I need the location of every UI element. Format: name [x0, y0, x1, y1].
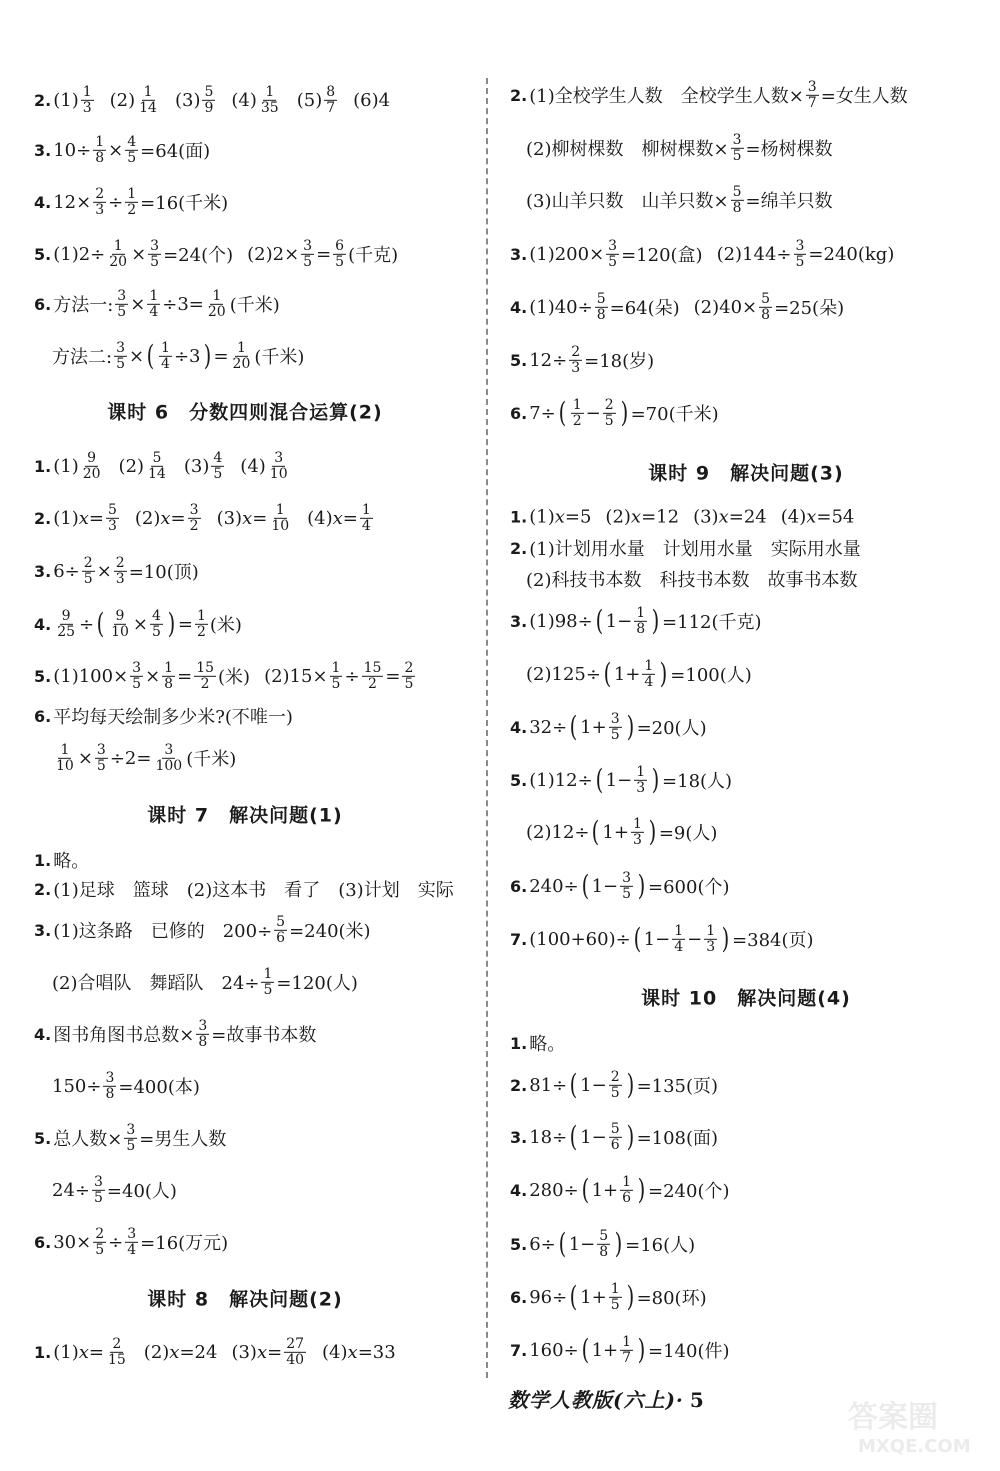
answer-line: 24÷ $\frac{3}{5}$ =40(人)	[52, 1173, 177, 1206]
answer-line: 6. 240÷ ( 1− $\frac{3}{5}$ ) =600(个)	[510, 869, 730, 902]
answer-line: 2. (1)足球 篮球 (2)这本书 看了 (3)计划 实际	[34, 879, 454, 901]
answer-line: 6. 7÷ ( $\frac{1}{2}$ − $\frac{2}{5}$ ) =70(千米)	[510, 396, 719, 429]
answer-line: 6. 平均每天绘制多少米?(不唯一)	[34, 706, 293, 728]
fraction: $\frac{3}{5}$	[150, 237, 160, 270]
fraction: $\frac{1}{10}$	[56, 741, 74, 774]
answer-line: 7. (100+60)÷ ( 1− $\frac{1}{4}$ − $\frac{1}{3}$ ) =384(页)	[510, 922, 814, 955]
fraction: $\frac{15}{2}$	[196, 659, 215, 692]
fraction: $\frac{3}{5}$	[610, 710, 620, 743]
fraction: $\frac{1}{20}$	[232, 339, 251, 372]
fraction: $\frac{1}{8}$	[636, 604, 646, 637]
answer-line: 4. 12× $\frac{2}{3}$ ÷ $\frac{1}{2}$ =16(千米)	[34, 185, 229, 218]
fraction: $\frac{6}{5}$	[335, 237, 345, 270]
answer-line: (3)山羊只数 山羊只数× $\frac{5}{8}$ =绵羊只数	[526, 183, 833, 216]
answer-line: 3. (1)200× $\frac{3}{5}$ =120(盒) (2)144÷ $\frac{3}{5}$ =240(kg)	[510, 237, 895, 270]
fraction: $\frac{3}{5}$	[117, 287, 127, 320]
fraction: $\frac{2}{5}$	[604, 396, 614, 429]
fraction: $\frac{5}{14}$	[148, 449, 166, 482]
answer-line: (2)12÷ ( 1+ $\frac{1}{3}$ ) =9(人)	[526, 815, 718, 848]
fraction: $\frac{5}{8}$	[732, 183, 742, 216]
fraction: $\frac{1}{2}$	[196, 607, 206, 640]
fraction: $\frac{3}{5}$	[303, 237, 313, 270]
answer-line: 4. 32÷ ( 1+ $\frac{3}{5}$ ) =20(人)	[510, 710, 707, 743]
fraction: $\frac{1}{4}$	[361, 501, 371, 534]
page-number: 5	[689, 1388, 705, 1412]
fraction: $\frac{5}{6}$	[610, 1120, 620, 1153]
fraction: $\frac{9}{10}$	[111, 607, 129, 640]
fraction: $\frac{1}{7}$	[622, 1333, 632, 1366]
fraction: $\frac{3}{5}$	[608, 237, 618, 270]
fraction: $\frac{1}{4}$	[674, 922, 684, 955]
answer-line: 2. (1) $\frac{1}{3}$ (2) $\frac{1}{14}$ (3) $\frac{5}{9}$ (4) $\frac{1}{35}$ (5) $\frac{8}{7}$ (6)4	[34, 83, 391, 116]
answer-line: 6. 方法一: $\frac{3}{5}$ × $\frac{1}{4}$ ÷3= $\frac{1}{20}$ (千米)	[34, 287, 280, 320]
answer-line: 1. (1) x =5 (2) x =12 (3) x =24 (4) x =54	[510, 506, 855, 528]
answer-line: (2)125÷ ( 1+ $\frac{1}{4}$ ) =100(人)	[526, 657, 752, 690]
answer-line: 4. (1)40÷ $\frac{5}{8}$ =64(朵) (2)40× $\frac{5}{8}$ =25(朵)	[510, 290, 845, 323]
answer-line: 5. 总人数× $\frac{3}{5}$ =男生人数	[34, 1121, 227, 1154]
fraction: $\frac{3}{5}$	[732, 131, 742, 164]
fraction: $\frac{3}{5}$	[795, 237, 805, 270]
fraction: $\frac{3}{5}$	[622, 869, 632, 902]
fraction: $\frac{1}{35}$	[260, 83, 279, 116]
section-heading: 课时 8 解决问题(2)	[147, 1288, 343, 1311]
fraction: $\frac{3}{10}$	[269, 449, 288, 482]
answer-line: 4. $\frac{9}{25}$ ÷ ( $\frac{9}{10}$ × $\frac{4}{5}$ ) = $\frac{1}{2}$ (米)	[34, 607, 242, 640]
fraction: $\frac{5}{8}$	[599, 1227, 609, 1260]
fraction: $\frac{1}{4}$	[149, 287, 159, 320]
fraction: $\frac{5}{9}$	[204, 83, 214, 116]
fraction: $\frac{2}{5}$	[610, 1068, 620, 1101]
fraction: $\frac{1}{20}$	[207, 287, 226, 320]
answer-line: $\frac{1}{10}$ × $\frac{3}{5}$ ÷2= $\frac{3}{100}$ (千米)	[56, 741, 237, 774]
answer-line: (2)科技书本数 科技书本数 故事书本数	[526, 570, 858, 591]
answer-line: 3. (1)98÷ ( 1− $\frac{1}{8}$ ) =112(千克)	[510, 604, 762, 637]
fraction: $\frac{3}{8}$	[198, 1017, 208, 1050]
fraction: $\frac{4}{5}$	[213, 449, 223, 482]
answer-line: 3. 18÷ ( 1− $\frac{5}{6}$ ) =108(面)	[510, 1120, 719, 1153]
fraction: $\frac{2}{3}$	[115, 554, 125, 587]
fraction: $\frac{3}{7}$	[807, 78, 817, 111]
answer-line: 5. (1)12÷ ( 1− $\frac{1}{3}$ ) =18(人)	[510, 763, 733, 796]
answer-line: (2)柳树棵数 柳树棵数× $\frac{3}{5}$ =杨树棵数	[526, 131, 833, 164]
answer-line: 3. 10÷ $\frac{1}{8}$ × $\frac{4}{5}$ =64(面)	[34, 133, 211, 166]
answer-line: 1. (1) x = $\frac{2}{15}$ (2) x =24 (3) x = $\frac{27}{40}$ (4) x =33	[34, 1335, 396, 1368]
answer-line: 方法二: $\frac{3}{5}$ × ( $\frac{1}{4}$ ÷3 ) = $\frac{1}{20}$ (千米)	[52, 339, 305, 372]
fraction: $\frac{1}{3}$	[632, 815, 642, 848]
answer-line: 4. 图书角图书总数× $\frac{3}{8}$ =故事书本数	[34, 1017, 317, 1050]
fraction: $\frac{27}{40}$	[286, 1335, 305, 1368]
fraction: $\frac{1}{8}$	[164, 659, 174, 692]
fraction: $\frac{3}{2}$	[189, 501, 199, 534]
fraction: $\frac{1}{8}$	[95, 133, 105, 166]
answer-line: 2. 81÷ ( 1− $\frac{2}{5}$ ) =135(页)	[510, 1068, 719, 1101]
page-footer	[508, 1384, 705, 1413]
fraction: $\frac{5}{8}$	[761, 290, 771, 323]
fraction: $\frac{5}{3}$	[107, 501, 117, 534]
answer-line: 4. 280÷ ( 1+ $\frac{1}{6}$ ) =240(个)	[510, 1173, 730, 1206]
fraction: $\frac{9}{25}$	[57, 607, 76, 640]
fraction: $\frac{1}{4}$	[644, 657, 654, 690]
fraction: $\frac{3}{5}$	[116, 339, 125, 372]
fraction: $\frac{3}{5}$	[96, 741, 106, 774]
answer-line: 150÷ $\frac{3}{8}$ =400(本)	[52, 1069, 200, 1102]
fraction: $\frac{15}{2}$	[363, 659, 382, 692]
answer-line: 6. 30× $\frac{2}{5}$ ÷ $\frac{3}{4}$ =16(万元)	[34, 1225, 229, 1258]
fraction: $\frac{2}{3}$	[571, 343, 581, 376]
fraction: $\frac{1}{3}$	[82, 83, 92, 116]
fraction: $\frac{1}{5}$	[610, 1280, 620, 1313]
fraction: $\frac{2}{5}$	[83, 554, 93, 587]
answer-line: 7. 160÷ ( 1+ $\frac{1}{7}$ ) =140(件)	[510, 1333, 730, 1366]
answer-line: 3. (1)这条路 已修的 200÷ $\frac{5}{6}$ =240(米)	[34, 913, 371, 946]
answer-line: 2. (1)全校学生人数 全校学生人数× $\frac{3}{7}$ =女生人数	[510, 78, 908, 111]
fraction: $\frac{4}{5}$	[152, 607, 161, 640]
fraction: $\frac{1}{4}$	[161, 339, 170, 372]
site-watermark-logo: 答案圈 MXQE.COM	[848, 1400, 971, 1457]
answer-line: 2. (1) x = $\frac{5}{3}$ (2) x = $\frac{3}{2}$ (3) x = $\frac{1}{10}$ (4) x = $\frac{1}{4}$	[34, 501, 371, 534]
fraction: $\frac{4}{5}$	[127, 133, 137, 166]
answer-line: (2)合唱队 舞蹈队 24÷ $\frac{1}{5}$ =120(人)	[52, 965, 358, 998]
fraction: $\frac{3}{5}$	[126, 1121, 136, 1154]
fraction: $\frac{3}{5}$	[132, 659, 142, 692]
fraction: $\frac{3}{100}$	[155, 741, 183, 774]
fraction: $\frac{1}{3}$	[636, 763, 646, 796]
book-title: 数学人教版(六上)·	[508, 1388, 684, 1412]
fraction: $\frac{2}{5}$	[404, 659, 414, 692]
fraction: $\frac{1}{2}$	[127, 185, 137, 218]
answer-line: 6. 96÷ ( 1+ $\frac{1}{5}$ ) =80(环)	[510, 1280, 707, 1313]
answer-line: 1. 略。	[34, 850, 90, 872]
column-divider	[486, 78, 488, 1378]
answer-line: 5. (1)100× $\frac{3}{5}$ × $\frac{1}{8}$ = $\frac{15}{2}$ (米) (2)15× $\frac{1}{5}$ ÷ $\frac{15}{2}$ = $\frac{2}{5}$	[34, 659, 414, 692]
answer-line: 5. (1)2÷ $\frac{1}{20}$ × $\frac{3}{5}$ =24(个) (2)2× $\frac{3}{5}$ = $\frac{6}{5}$ (千克)	[34, 237, 399, 270]
fraction: $\frac{2}{15}$	[107, 1335, 126, 1368]
fraction: $\frac{5}{6}$	[276, 913, 286, 946]
fraction: $\frac{3}{4}$	[127, 1225, 137, 1258]
answer-line: 3. 6÷ $\frac{2}{5}$ × $\frac{2}{3}$ =10(顶)	[34, 554, 199, 587]
fraction: $\frac{2}{5}$	[95, 1225, 105, 1258]
answer-line: 2. (1)计划用水量 计划用水量 实际用水量	[510, 538, 861, 560]
section-heading: 课时 7 解决问题(1)	[147, 804, 343, 827]
section-heading: 课时 9 解决问题(3)	[648, 462, 844, 485]
section-heading: 课时 6 分数四则混合运算(2)	[107, 401, 383, 424]
answer-line: 1. 略。	[510, 1033, 566, 1055]
fraction: $\frac{1}{3}$	[706, 922, 716, 955]
answer-line: 5. 6÷ ( 1− $\frac{5}{8}$ ) =16(人)	[510, 1227, 696, 1260]
fraction: $\frac{1}{2}$	[572, 396, 582, 429]
fraction: $\frac{9}{20}$	[82, 449, 101, 482]
fraction: $\frac{5}{8}$	[596, 290, 606, 323]
fraction: $\frac{1}{6}$	[622, 1173, 632, 1206]
fraction: $\frac{1}{5}$	[263, 965, 273, 998]
fraction: $\frac{2}{3}$	[95, 185, 105, 218]
fraction: $\frac{1}{14}$	[139, 83, 157, 116]
fraction: $\frac{1}{20}$	[109, 237, 128, 270]
answer-line: 5. 12÷ $\frac{2}{3}$ =18(岁)	[510, 343, 655, 376]
fraction: $\frac{3}{8}$	[105, 1069, 115, 1102]
fraction: $\frac{1}{5}$	[331, 659, 341, 692]
fraction: $\frac{1}{10}$	[271, 501, 290, 534]
fraction: $\frac{8}{7}$	[326, 83, 336, 116]
fraction: $\frac{3}{5}$	[94, 1173, 103, 1206]
answer-line: 1. (1) $\frac{9}{20}$ (2) $\frac{5}{14}$ (3) $\frac{4}{5}$ (4) $\frac{3}{10}$	[34, 449, 288, 482]
section-heading: 课时 10 解决问题(4)	[641, 987, 851, 1010]
